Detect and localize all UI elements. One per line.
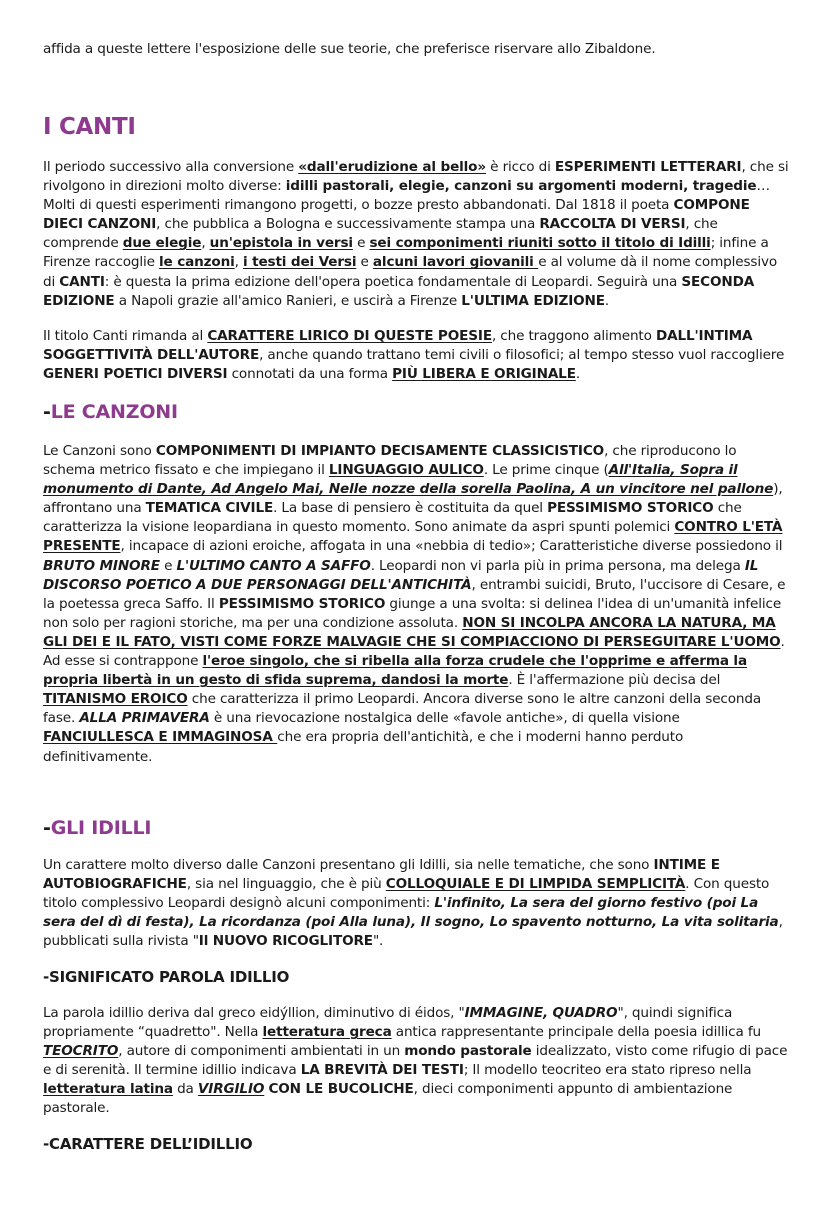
emphasis-run: All'Italia, Sopra il monumento di Dante, Ad Angelo Mai, Nelle nozze della sorella Paolina, A un vincitore nel pallone (43, 462, 774, 498)
emphasis-run: PESSIMISMO STORICO (218, 595, 386, 612)
text-run: che caratterizza la visione leopardiana in questo momento. Sono animate da aspri spunti polemici (43, 500, 742, 536)
text-run: . Con questo titolo complessivo Leopardi designò alcuni componimenti: (43, 876, 770, 912)
text-run: è una rievocazione nostalgica delle «favole antiche», di quella visione (209, 710, 680, 727)
emphasis-run: GENERI POETICI DIVERSI (43, 366, 228, 383)
emphasis-run: COLLOQUIALE E DI LIMPIDA SEMPLICITÀ (385, 876, 686, 893)
emphasis-run: CANTI (59, 273, 105, 290)
text-run: , che si rivolgono in direzioni molto diverse: (43, 159, 789, 195)
text-run: , che riproducono lo schema metrico fissato e che impiegano il (43, 443, 737, 479)
emphasis-run: alcuni lavori giovanili (372, 254, 539, 271)
emphasis-run: «dall'erudizione al bello» (298, 159, 487, 175)
subsection-title-carattere: -CARATTERE DELL’IDILLIO (43, 1135, 253, 1153)
canti-paragraph-2 (43, 327, 791, 384)
emphasis-run: SECONDA EDIZIONE (43, 273, 755, 309)
emphasis-run: ALLA PRIMAVERA (79, 710, 210, 727)
text-run: : è questa la prima edizione dell'opera poetica fondamentale di Leopardi. Seguirà una (104, 273, 682, 290)
emphasis-run: L'ULTIMO CANTO A SAFFO (176, 557, 371, 574)
emphasis-run: un'epistola in versi (209, 235, 353, 252)
emphasis-run: due elegie (122, 235, 202, 252)
emphasis-run: RACCOLTA DI VERSI (539, 216, 686, 233)
text-run: … Molti di questi esperimenti rimangono progetti, o bozze presto abbandonati. Dal 1818 il poeta (43, 178, 770, 214)
emphasis-run: IMMAGINE, QUADRO (464, 1005, 618, 1021)
emphasis-run: LA BREVITÀ DEI TESTI (300, 1062, 464, 1079)
text-run: che caratterizza il primo Leopardi. Ancora diverse sono le altre canzoni della seconda fase. (43, 691, 762, 727)
emphasis-run: letteratura latina (43, 1081, 173, 1098)
text-run: . Leopardi non vi parla più in prima persona, ma delega (370, 557, 745, 574)
heading-dash: - (43, 817, 51, 839)
text-run: . Le prime cinque ( (483, 462, 609, 479)
emphasis-run: IL DISCORSO POETICO A DUE PERSONAGGI DELL'ANTICHITÀ (43, 557, 759, 593)
canzoni-paragraph-1 (43, 442, 791, 767)
emphasis-run: COMPONE DIECI CANZONI (43, 197, 750, 233)
emphasis-run: i testi dei Versi (243, 254, 357, 271)
text-run: e (159, 557, 177, 574)
section-title-canzoni (43, 401, 178, 423)
emphasis-run: letteratura greca (262, 1024, 392, 1041)
text-run: e al volume dà il nome complessivo di (43, 254, 778, 290)
text-run: giunge a una svolta: si delinea l'idea di un'umanità infelice non solo per ragioni storiche, ma per una condizione assoluta. (43, 595, 782, 631)
emphasis-run: mondo pastorale (404, 1043, 532, 1060)
section-title-idilli (43, 817, 151, 839)
text-run: . È l'affermazione più decisa del (508, 672, 721, 689)
text-run: idealizzato, visto come rifugio di pace e di serenità. Il termine idillio indicava (43, 1043, 788, 1079)
emphasis-run: COMPONIMENTI DI IMPIANTO DECISAMENTE CLASSICISTICO (155, 443, 605, 459)
emphasis-run: l'eroe singolo, che si ribella alla forza crudele che l'opprime e afferma la propria libertà in un gesto di sfida suprema, dandosi la morte (43, 653, 747, 689)
text-run: , dieci componimenti appunto di ambientazione pastorale. (43, 1081, 733, 1117)
text-run: . (575, 366, 581, 383)
text-run: . La base di pensiero è costituita da quel (273, 500, 548, 517)
emphasis-run: CON LE BUCOLICHE (268, 1081, 414, 1098)
emphasis-run: NON SI INCOLPA ANCORA LA NATURA, MA GLI DEI E IL FATO, VISTI COME FORZE MALVAGIE CHE SI COMPIACCIONO DI PERSEGUITARE L'UOMO (43, 614, 781, 650)
significato-paragraph-1 (43, 1004, 791, 1119)
text-run: , sia nel linguaggio, che è più (186, 876, 386, 893)
section-title-canti: I CANTI (43, 114, 136, 140)
text-run: , incapace di azioni eroiche, affogata in una «nebbia di tedio»; Caratteristiche diverse possiedono il (120, 538, 783, 555)
emphasis-run: CONTRO L'ETÀ PRESENTE (43, 519, 783, 555)
text-run: che era propria dell'antichità, e che i moderni hanno perduto definitivamente. (43, 729, 684, 765)
text-run: Le Canzoni sono (43, 443, 156, 459)
text-run: da (172, 1081, 198, 1098)
heading-dash: - (43, 401, 51, 423)
emphasis-run: sei componimenti riuniti sotto il titolo di Idilli (369, 235, 711, 252)
emphasis-run: Il NUOVO RICOGLITORE (198, 933, 373, 950)
text-run: ; Il modello teocriteo era stato ripreso nella (463, 1062, 752, 1079)
emphasis-run: TEOCRITO (43, 1043, 119, 1060)
emphasis-run: FANCIULLESCA E IMMAGINOSA (43, 729, 278, 746)
heading-text: LE CANZONI (50, 401, 178, 423)
emphasis-run: DALL'INTIMA SOGGETTIVITÀ DELL'AUTORE (43, 328, 753, 364)
text-run: , (201, 235, 210, 252)
text-run: , autore di componimenti ambientati in un (118, 1043, 405, 1060)
heading-text: GLI IDILLI (50, 817, 152, 839)
text-run: ", quindi significa propriamente “quadretto". Nella (43, 1005, 733, 1041)
subsection-title-significato: -SIGNIFICATO PAROLA IDILLIO (43, 968, 290, 986)
emphasis-run: ESPERIMENTI LETTERARI (554, 159, 742, 175)
text-run: , pubblicati sulla rivista " (43, 914, 783, 950)
emphasis-run: TITANISMO EROICO (43, 691, 188, 708)
emphasis-run: PESSIMISMO STORICO (547, 500, 714, 517)
emphasis-run: L'ULTIMA EDIZIONE (461, 292, 605, 309)
emphasis-run: PIÙ LIBERA E ORIGINALE (392, 366, 576, 383)
text-run: è ricco di (486, 159, 555, 175)
text-run: . (604, 292, 610, 309)
text-run: , che traggono alimento (491, 328, 656, 344)
emphasis-run: INTIME E AUTOBIOGRAFICHE (43, 857, 720, 893)
text-run: , che pubblica a Bologna e successivamente stampa una (156, 216, 540, 233)
text-run: ". (372, 933, 384, 950)
emphasis-run: LINGUAGGIO AULICO (328, 462, 484, 479)
text-run: ), affrontano una (43, 481, 783, 517)
text-run: Il periodo successivo alla conversione (43, 159, 299, 175)
text-run: e (352, 235, 370, 252)
emphasis-run: BRUTO MINORE (43, 557, 160, 574)
text-run: connotati da una forma (227, 366, 393, 383)
canti-paragraph-1 (43, 158, 791, 311)
text-run: Il titolo Canti rimanda al (43, 328, 208, 344)
emphasis-run: le canzoni (159, 254, 235, 271)
emphasis-run: idilli pastorali, elegie, canzoni su argomenti moderni, tragedie (285, 178, 757, 195)
text-run: Un carattere molto diverso dalle Canzoni presentano gli Idilli, sia nelle tematiche, che sono (43, 857, 654, 873)
idilli-paragraph-1 (43, 856, 791, 951)
emphasis-run: TEMATICA CIVILE (145, 500, 274, 517)
text-run: , che comprende (43, 216, 718, 252)
emphasis-run: CARATTERE LIRICO DI QUESTE POESIE (207, 328, 492, 344)
text-run: , (234, 254, 243, 271)
intro-line: affida a queste lettere l'esposizione delle sue teorie, che preferisce riservare allo Zibaldone. (43, 41, 656, 57)
emphasis-run: VIRGILIO (197, 1081, 265, 1098)
text-run: . Ad esse si contrappone (43, 633, 785, 670)
text-run: , entrambi suicidi, Bruto, l'uccisore di Cesare, e la poetessa greca Saffo. Il (43, 576, 786, 612)
emphasis-run: L'infinito, La sera del giorno festivo (poi La sera del dì di festa), La ricordanza (poi Alla luna), Il sogno, Lo spavento notturno, La vita solitaria (43, 895, 779, 931)
text-run: La parola idillio deriva dal greco eidýllion, diminutivo di éidos, " (43, 1005, 465, 1021)
text-run: ; infine a Firenze raccoglie (43, 235, 769, 271)
text-run: antica rappresentante principale della poesia idillica fu (391, 1024, 761, 1041)
text-run: a Napoli grazie all'amico Ranieri, e uscirà a Firenze (114, 292, 462, 309)
text-run: , anche quando trattano temi civili o filosofici; al tempo stesso vuol raccogliere (259, 347, 785, 364)
text-run: e (356, 254, 373, 271)
